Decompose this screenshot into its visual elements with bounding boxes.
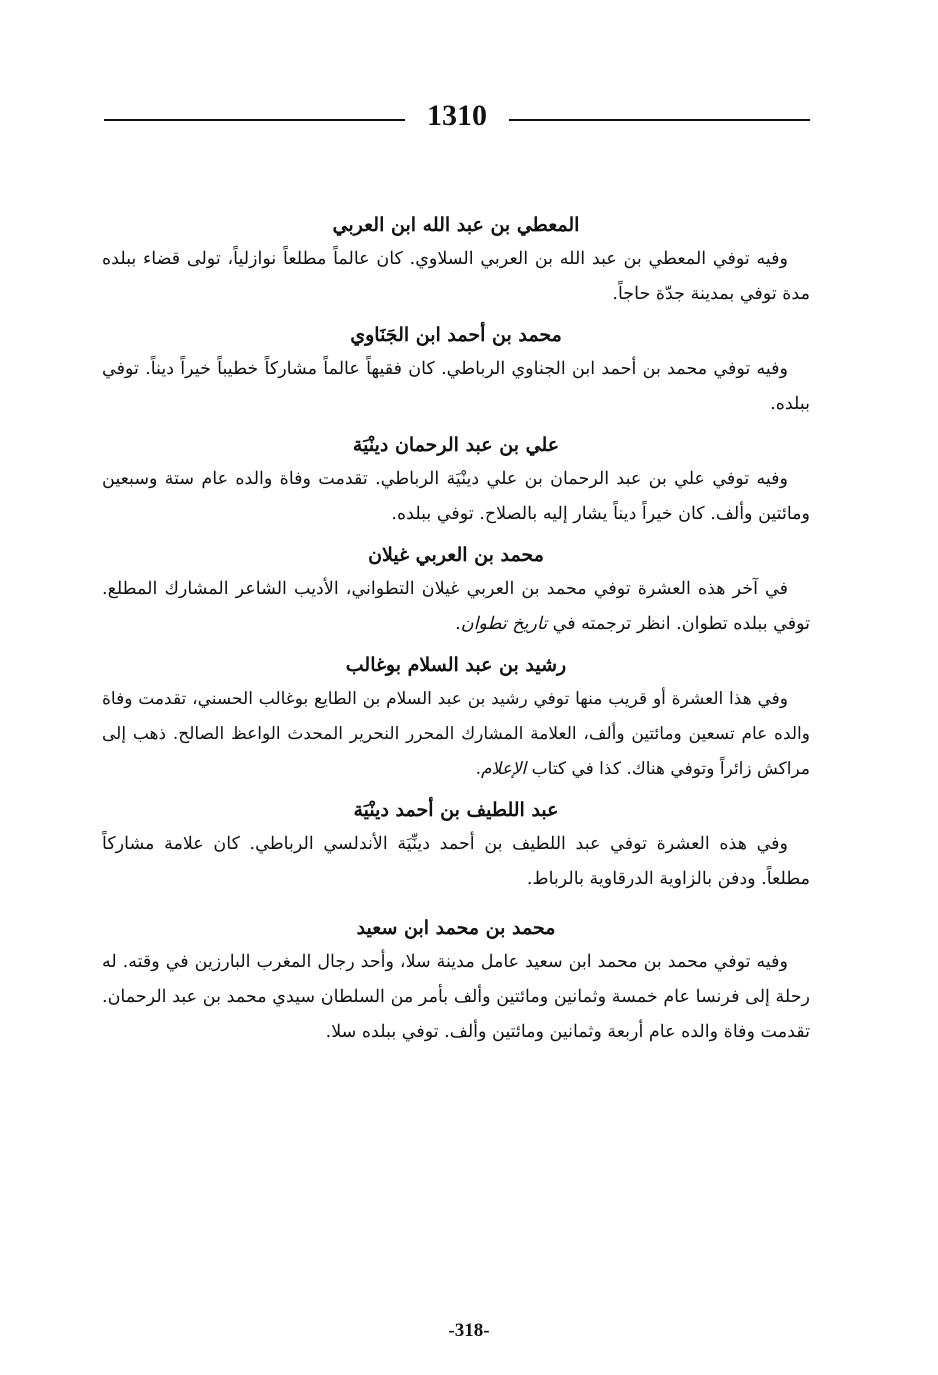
header-rule-right: [509, 119, 810, 121]
entry-body: [102, 682, 810, 787]
biography-entry: [102, 793, 810, 897]
entry-title: رشيد بن عبد السلام بوغالب: [345, 654, 567, 676]
biography-entry: [102, 538, 810, 642]
entry-body-end: .: [475, 759, 482, 779]
entry-body-text: وفي هذا العشرة أو قريب منها توفي رشيد بن عبد السلام بن الطايع بوغالب الحسني، تقدمت وفاة والده عام تسعين ومائتين وألف، العلامة المشارك المحرر النحرير المحدث الواعظ الصالح. ذهب إلى مراكش زائراً وتوفي هناك. كذا في كتاب: [102, 689, 810, 779]
entry-body: وفيه توفي علي بن عبد الرحمان بن علي دينْيَة الرباطي. تقدمت وفاة والده عام ستة وسبعين ومائتين وألف. كان خيراً ديناً يشار إليه بالصلاح. توفي ببلده.: [102, 469, 810, 524]
header-rule-left: [104, 119, 405, 121]
main-text: [102, 208, 810, 1056]
entry-body: [102, 572, 810, 642]
entry-title: عبد اللطيف بن أحمد دينْيَة: [353, 799, 559, 821]
entry-title: المعطي بن عبد الله ابن العربي: [332, 214, 580, 236]
biography-entry: [102, 648, 810, 787]
entry-body: وفيه توفي المعطي بن عبد الله بن العربي السلاوي. كان عالماً مطلعاً نوازلياً، تولى قضاء ببلده مدة توفي بمدينة جدّة حاجاً.: [102, 249, 810, 304]
biography-entry: [102, 318, 810, 422]
book-reference: تاريخ تطوان: [460, 614, 548, 634]
page-header: [104, 94, 810, 138]
entry-body-text: في آخر هذه العشرة توفي محمد بن العربي غيلان التطواني، الأديب الشاعر المشارك المطلع. توفي ببلده تطوان. انظر ترجمته في: [102, 579, 810, 634]
entry-title: محمد بن أحمد ابن الجَنَاوي: [350, 324, 562, 346]
entry-body: وفيه توفي محمد بن أحمد ابن الجناوي الرباطي. كان فقيهاً عالماً مشاركاً خطيباً خيراً ديناً. توفي ببلده.: [102, 359, 810, 414]
entry-title: محمد بن محمد ابن سعيد: [356, 917, 556, 939]
biography-entry: [102, 911, 810, 1050]
entry-body-end: .: [455, 614, 461, 634]
entry-title: محمد بن العربي غيلان: [368, 544, 544, 566]
year-heading: 1310: [427, 99, 487, 132]
biography-entry: [102, 428, 810, 532]
entry-title: علي بن عبد الرحمان دينْيَة: [352, 434, 560, 456]
page-number: -318-: [448, 1320, 490, 1341]
book-reference: الإعلام: [481, 759, 527, 779]
entry-body: وفيه توفي محمد بن محمد ابن سعيد عامل مدينة سلا، وأحد رجال المغرب البارزين في وقته. له رحلة إلى فرنسا عام خمسة وثمانين ومائتين وألف بأمر من السلطان سيدي محمد بن عبد الرحمان. تقدمت وفاة والده عام أربعة وثمانين ومائتين وألف. توفي ببلده سلا.: [102, 952, 810, 1042]
entry-body: وفي هذه العشرة توفي عبد اللطيف بن أحمد دينِّيَة الأندلسي الرباطي. كان علامة مشاركاً مطلعاً. ودفن بالزاوية الدرقاوية بالرباط.: [102, 834, 810, 889]
biography-entry: [102, 208, 810, 312]
